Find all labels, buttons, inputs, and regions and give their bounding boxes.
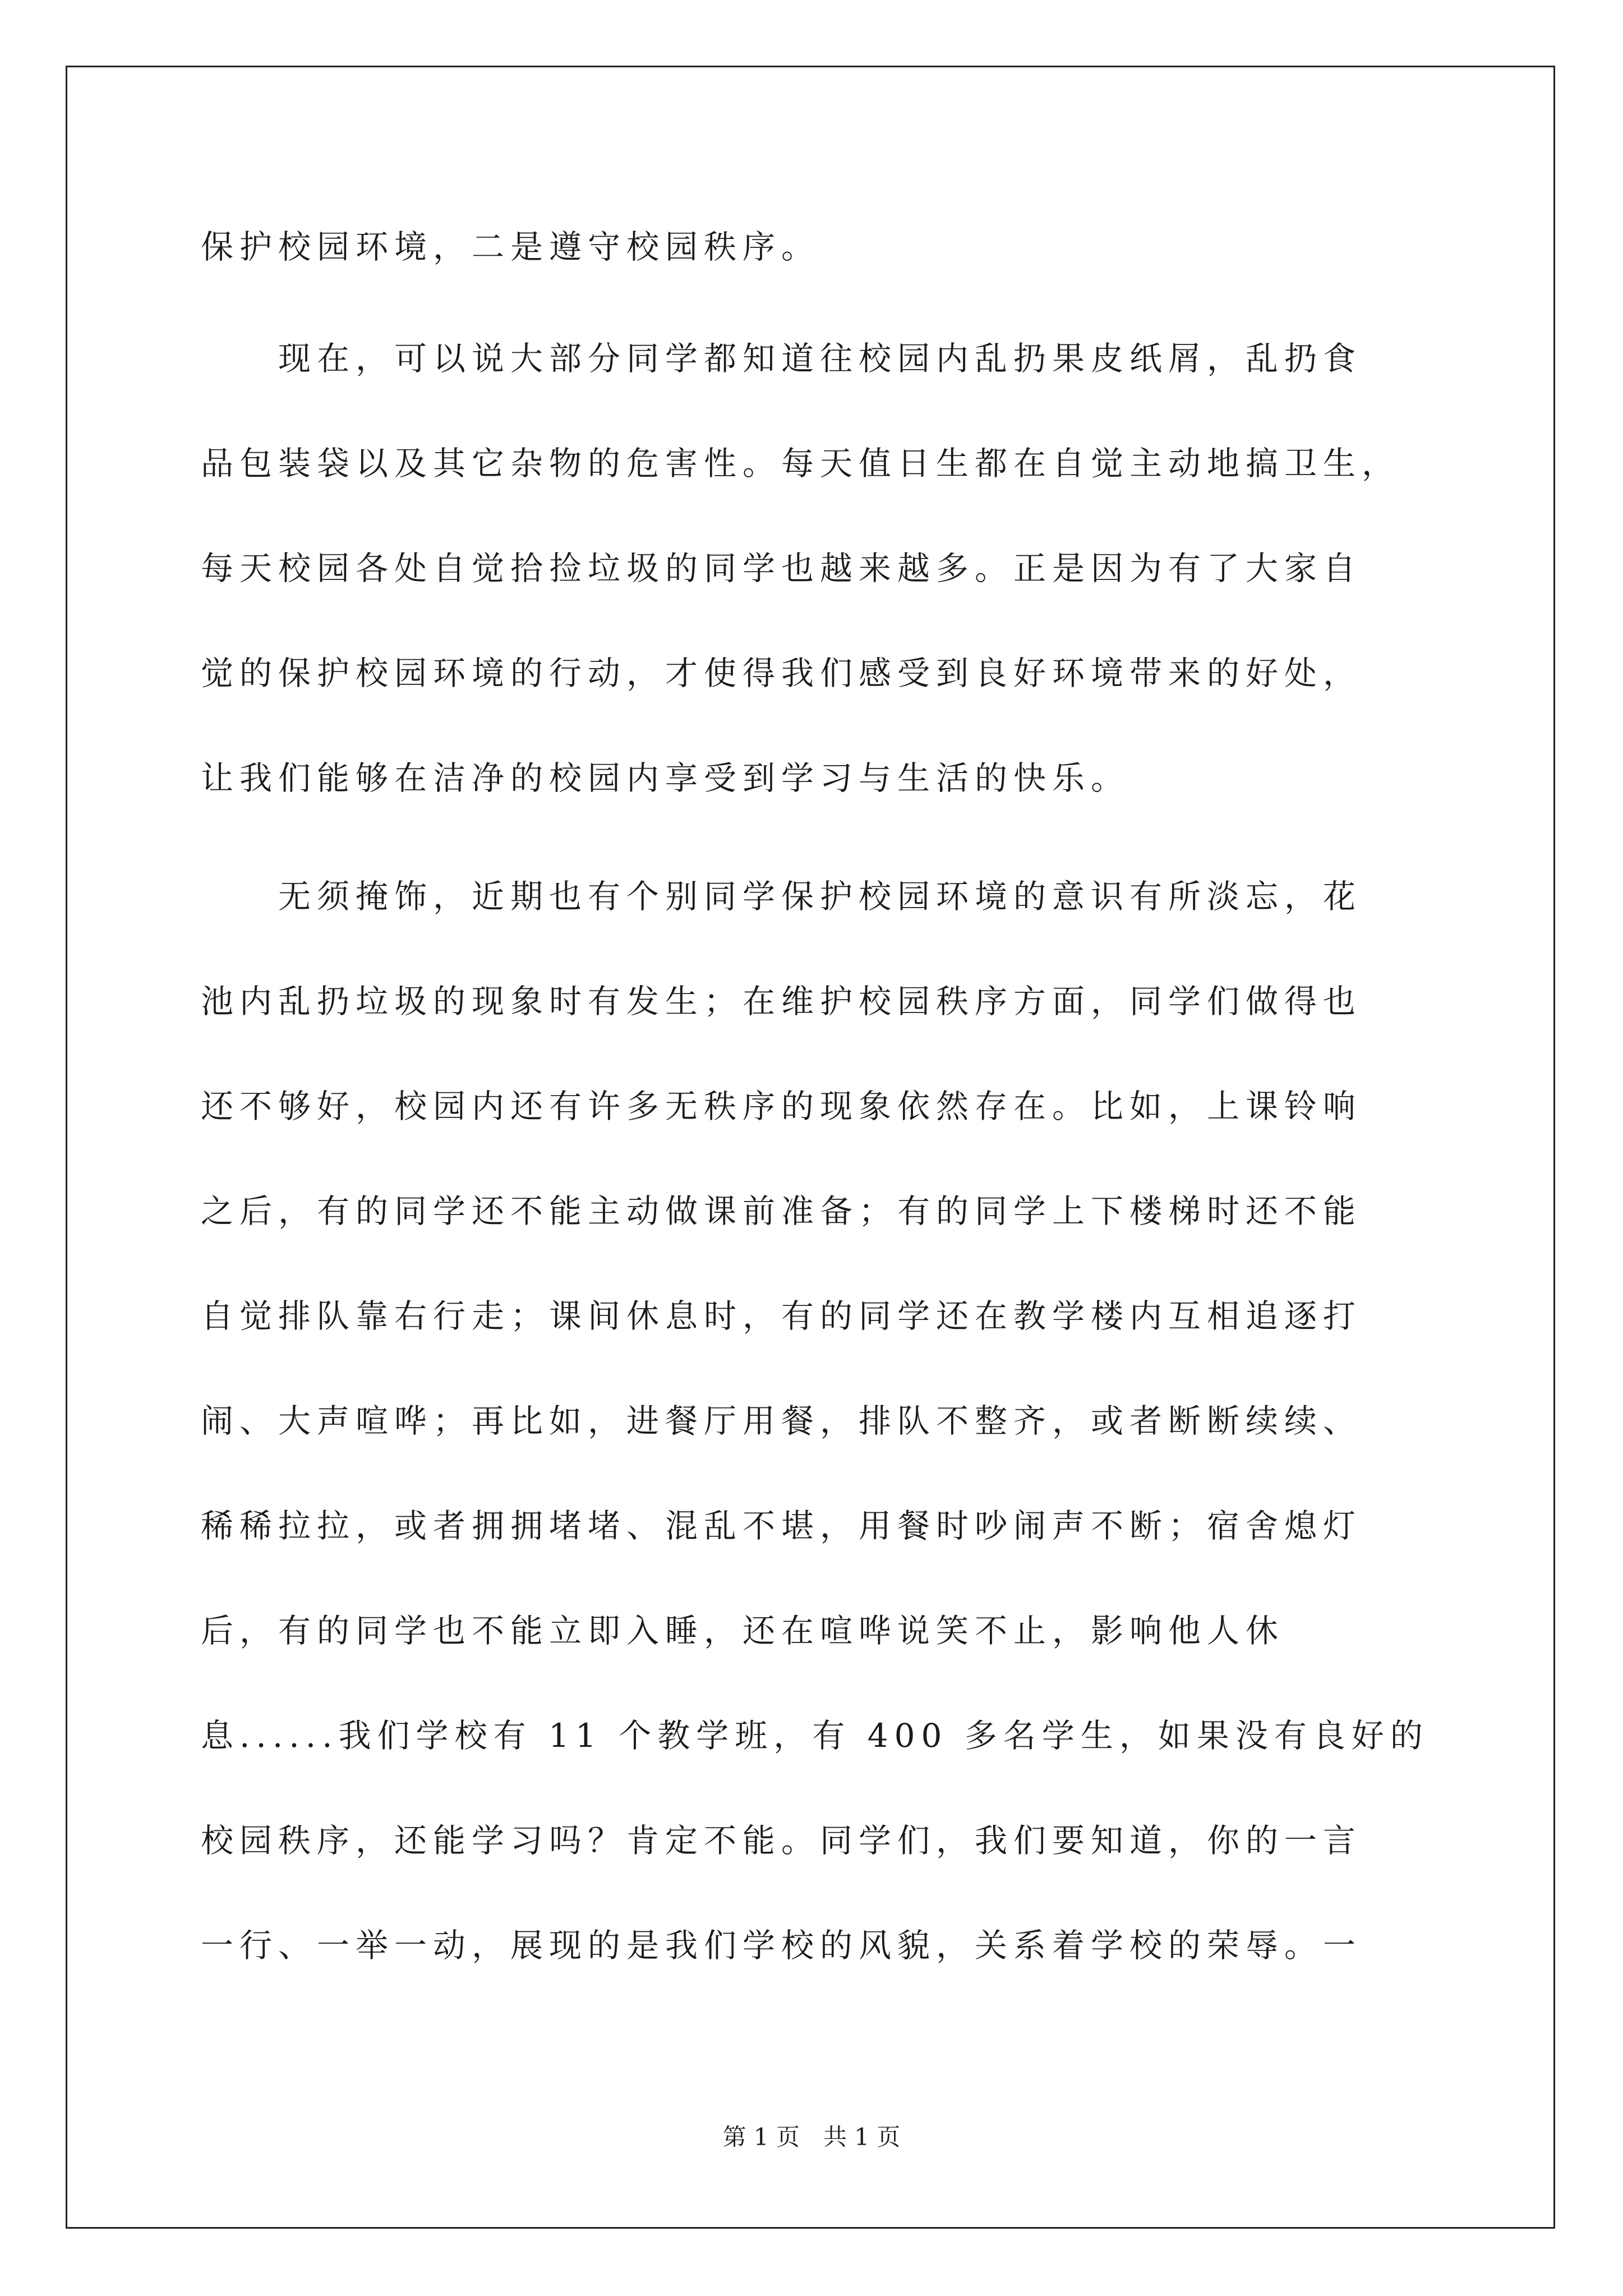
- text-line: 校园秩序，还能学习吗？肯定不能。同学们，我们要知道，你的一言: [201, 1821, 1362, 1860]
- text-line: 品包装袋以及其它杂物的危害性。每天值日生都在自觉主动地搞卫生，: [201, 444, 1401, 482]
- text-line: 息......我们学校有 11 个教学班，有 400 多名学生，如果没有良好的: [201, 1717, 1429, 1755]
- text-line: 每天校园各处自觉拾捡垃圾的同学也越来越多。正是因为有了大家自: [201, 549, 1362, 587]
- text-line: 后，有的同学也不能立即入睡，还在喧哗说笑不止，影响他人休: [201, 1612, 1285, 1650]
- text-line: 自觉排队靠右行走；课间休息时，有的同学还在教学楼内互相追逐打: [201, 1297, 1362, 1335]
- text-line: 稀稀拉拉，或者拥拥堵堵、混乱不堪，用餐时吵闹声不断；宿舍熄灯: [201, 1507, 1362, 1545]
- text-line: 池内乱扔垃圾的现象时有发生；在维护校园秩序方面，同学们做得也: [201, 982, 1362, 1020]
- text-line: 保护校园环境，二是遵守校园秩序。: [201, 228, 820, 266]
- page-border: [66, 66, 1555, 2229]
- page-number: 第 1 页 共 1 页: [722, 2123, 901, 2151]
- text-line: 闹、大声喧哗；再比如，进餐厅用餐，排队不整齐，或者断断续续、: [201, 1402, 1362, 1440]
- text-line: 一行、一举一动，展现的是我们学校的风貌，关系着学校的荣辱。一: [201, 1926, 1362, 1964]
- text-line: 现在，可以说大部分同学都知道往校园内乱扔果皮纸屑，乱扔食: [201, 339, 1362, 378]
- text-line: 之后，有的同学还不能主动做课前准备；有的同学上下楼梯时还不能: [201, 1192, 1362, 1230]
- text-line: 让我们能够在洁净的校园内享受到学习与生活的快乐。: [201, 759, 1130, 797]
- text-line: 无须掩饰，近期也有个别同学保护校园环境的意识有所淡忘，花: [201, 877, 1362, 915]
- text-line: 觉的保护校园环境的行动，才使得我们感受到良好环境带来的好处，: [201, 654, 1362, 692]
- text-line: 还不够好，校园内还有许多无秩序的现象依然存在。比如，上课铃响: [201, 1087, 1362, 1125]
